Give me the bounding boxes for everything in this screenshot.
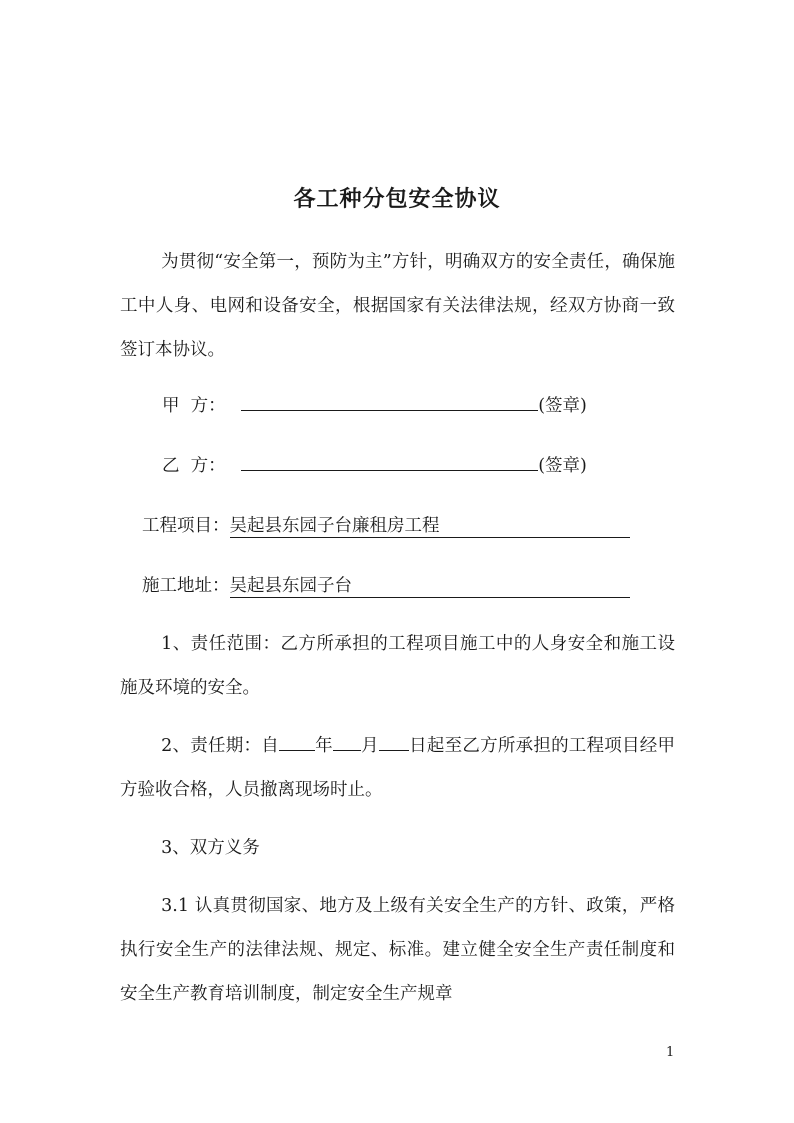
party-b-label: 乙 方： [162, 456, 226, 476]
clause-2-month: 月 [360, 736, 379, 756]
clause-2-rest: 日起至乙方所承担的工程项目经甲方验收合格，人员撤离现场时止。 [120, 736, 676, 800]
clause-3: 3、双方义务 [161, 838, 260, 858]
clause-2-prefix: 2、责任期：自 [161, 736, 279, 756]
address-line [142, 572, 630, 598]
clause-3-1: 3.1 认真贯彻国家、地方及上级有关安全生产的方针、政策，严格执行安全生产的法律法规、规定、标准。建立健全安全生产责任制度和安全生产教育培训制度，制定安全生产规章 [120, 896, 675, 1004]
intro-paragraph: 为贯彻“安全第一，预防为主”方针，明确双方的安全责任，确保施工中人身、电网和设备安全，根据国家有关法律法规，经双方协商一致签订本协议。 [120, 252, 675, 360]
party-b-blank [241, 452, 538, 471]
party-b-sign-label: (签章) [538, 456, 587, 476]
party-a-line [162, 392, 587, 417]
document-title: 各工种分包安全协议 [293, 186, 501, 212]
day-blank [379, 734, 409, 751]
page-number: 1 [666, 1045, 675, 1060]
project-value: 吴起县东园子台廉租房工程 [230, 515, 630, 538]
clause-1: 1、责任范围：乙方所承担的工程项目施工中的人身安全和施工设施及环境的安全。 [120, 634, 675, 698]
party-b-line [162, 452, 587, 477]
address-value: 吴起县东园子台 [230, 575, 630, 598]
month-blank [333, 734, 361, 751]
party-a-label: 甲 方： [162, 396, 226, 416]
clause-2-year: 年 [314, 736, 333, 756]
address-label: 施工地址： [142, 576, 230, 596]
project-label: 工程项目： [142, 516, 230, 536]
year-blank [279, 734, 315, 751]
party-a-blank [241, 392, 538, 411]
clause-2 [120, 724, 675, 812]
project-line [142, 512, 630, 538]
party-a-sign-label: (签章) [538, 396, 587, 416]
